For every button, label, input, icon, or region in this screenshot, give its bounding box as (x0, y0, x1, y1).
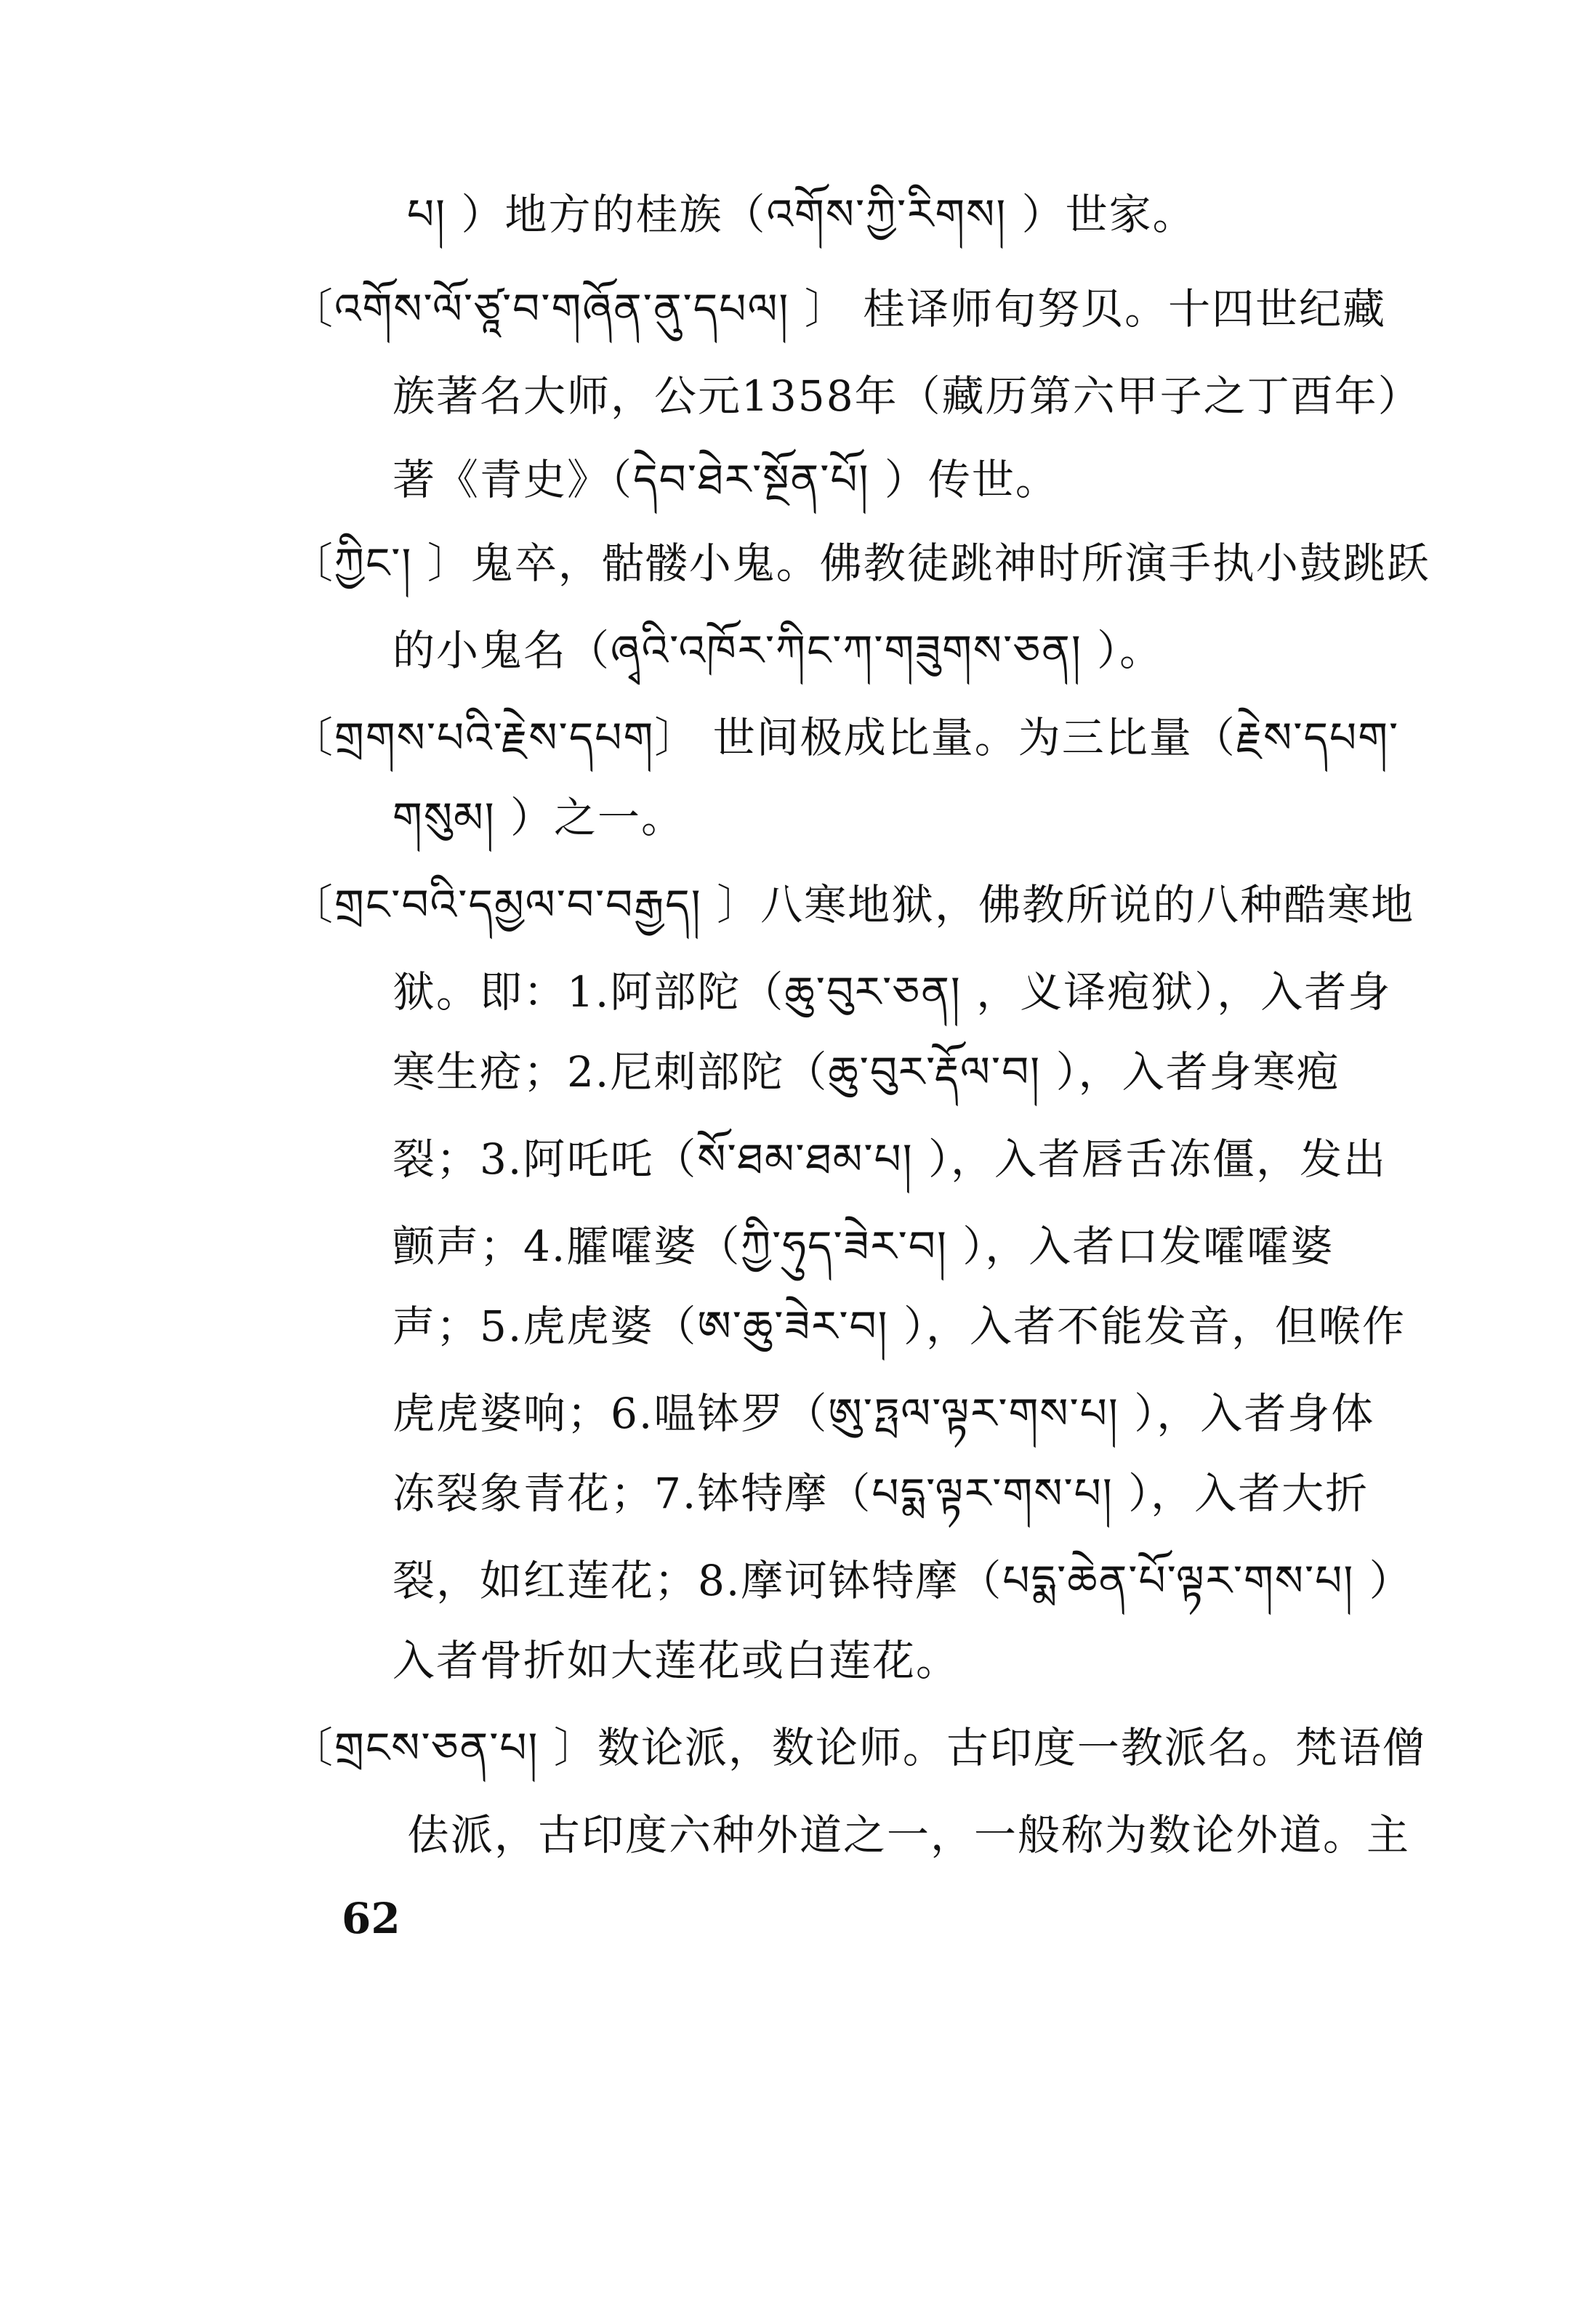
text-line: 佉派，古印度六种外道之一，一般称为数论外道。主 (407, 1810, 1411, 1860)
text-line: པ། ）地方的桂族（འགོས་ཀྱི་རིགས། ）世家。 (407, 190, 1196, 239)
text-line: 入者骨折如大莲花或白莲花。 (393, 1636, 960, 1685)
page-number: 62 (342, 1894, 400, 1943)
text-line: 裂；3.阿吒吒（སོ་ཐམ་ཐམ་པ། ），入者唇舌冻僵，发出 (393, 1134, 1388, 1184)
text-line: 寒生疮；2.尼刺部陀（ཆུ་བུར་རྡོལ་བ། ），入者身寒疱 (393, 1047, 1340, 1097)
text-line: གསུམ། ）之一。 (393, 793, 685, 842)
text-line: 狱。即：1.阿部陀（ཆུ་བུར་ཅན། ，义译疱狱），入者身 (393, 967, 1392, 1017)
entry-headword-line: 〔གྲགས་པའི་རྗེས་དཔག〕 世间极成比量。为三比量（རྗེས་དཔག་ (291, 713, 1400, 762)
entry-headword-line: 〔གྲངས་ཅན་པ། 〕数论派，数论师。古印度一教派名。梵语僧 (291, 1723, 1426, 1772)
text-line: 虎虎婆响；6.嗢钵罗（ཨུ་ཏྤལ་ལྟར་གས་པ། ），入者身体 (393, 1389, 1375, 1438)
entry-headword-line: 〔འགོས་ལོ་ཙཱ་བ་གཞོན་ནུ་དཔལ། 〕 桂译师旬努贝。十四世纪藏 (291, 284, 1387, 334)
text-line: 颤声；4.臛嚯婆（ཀྱི་ཧུད་ཟེར་བ། ），入者口发嚯嚯婆 (393, 1222, 1335, 1271)
text-line: 声；5.虎虎婆（ཨ་ཆུ་ཟེར་བ། ），入者不能发音，但喉作 (393, 1302, 1406, 1351)
entry-headword-line: 〔ཀྱིང་། 〕鬼卒，骷髅小鬼。佛教徒跳神时所演手执小鼓跳跃 (291, 538, 1430, 588)
text-line: 冻裂象青花；7.钵特摩（པདྨ་ལྟར་གས་པ། ），入者大折 (393, 1469, 1369, 1518)
text-line: 裂，如红莲花；8.摩诃钵特摩（པདྨ་ཆེན་པོ་ལྟར་གས་པ། ） (393, 1556, 1413, 1605)
text-line: 的小鬼名（ཞྭའི་འཁོར་ཀིང་ཀ་གཟུགས་ཅན། ）。 (393, 626, 1164, 675)
entry-headword-line: 〔གྲང་བའི་དམྱལ་བ་བརྒྱད། 〕八寒地狱，佛教所说的八种酷寒地 (291, 880, 1415, 929)
text-line: 著《青史》（དེབ་ཐེར་སྔོན་པོ། ）传世。 (393, 455, 1059, 504)
text-line: 族著名大师，公元1358年（藏历第六甲子之丁酉年） (393, 371, 1422, 421)
